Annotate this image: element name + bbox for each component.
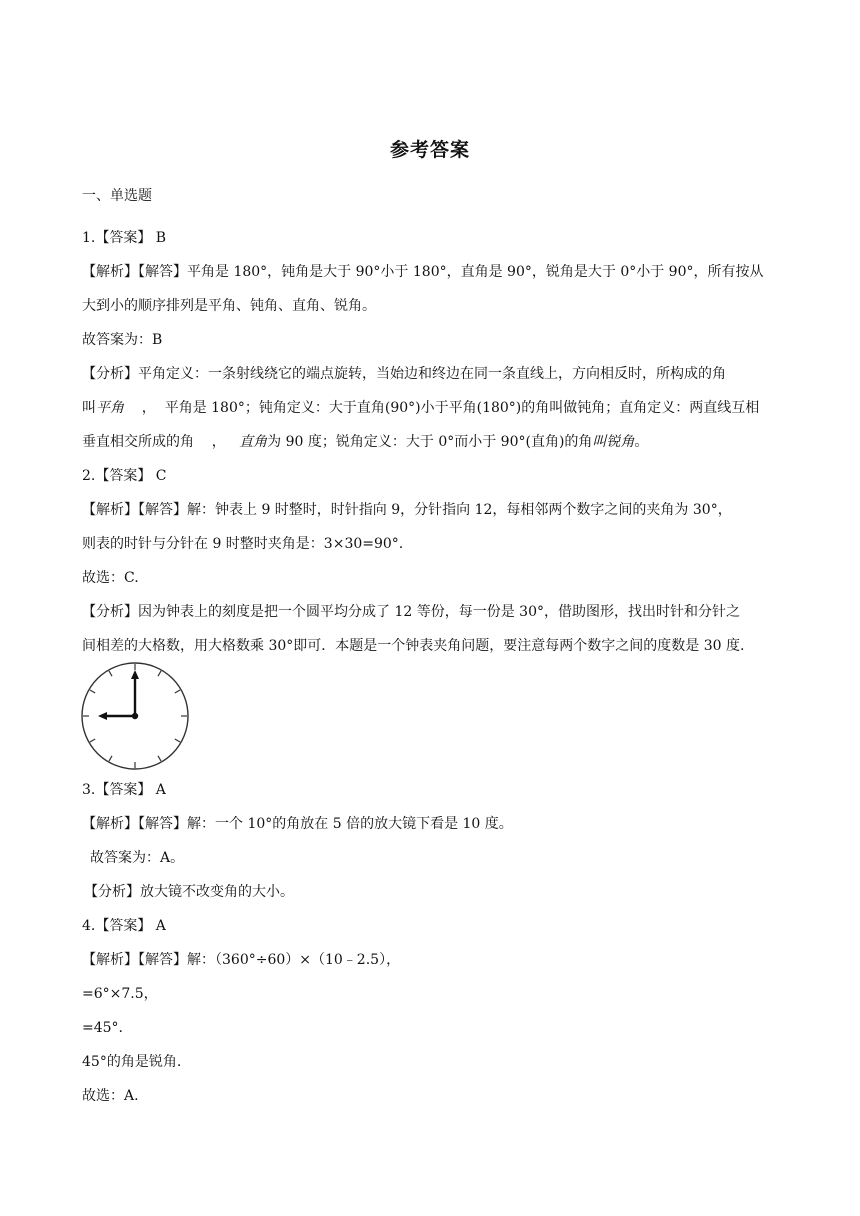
q4-step3: 45°的角是锐角.	[82, 1054, 182, 1070]
q2-analysis-line2: 则表的时针与分针在 9 时整时夹角是：3×30=90°.	[82, 536, 404, 552]
q4-step1: =6°×7.5，	[82, 986, 158, 1002]
q1-note-line3-a: 垂直相交所成的角 ，	[82, 434, 240, 450]
q3-analysis: 【解析】【解答】解：一个 10°的角放在 5 倍的放大镜下看是 10 度。	[82, 816, 513, 832]
q1-term-acute-angle: 叫锐角	[592, 434, 635, 450]
q4-analysis: 【解析】【解答】解：（360°÷60）×（10﹣2.5），	[82, 952, 401, 968]
q1-analysis-line1: 【解析】【解答】平角是 180°，钝角是大于 90°小于 180°，直角是 90°，锐角是大于 0°小于 90°，所有按从	[82, 264, 764, 280]
q2-note-line1: 【分析】因为钟表上的刻度是把一个圆平均分成了 12 等份，每一份是 30°，借助图形，找出时针和分针之	[82, 604, 740, 620]
q1-conclusion: 故答案为：B	[82, 332, 163, 348]
q1-term-right-angle: 直角	[239, 434, 268, 450]
q3-note: 【分析】放大镜不改变角的大小。	[84, 884, 294, 900]
q3-answer: 3.【答案】 A	[82, 782, 166, 798]
page-title: 参考答案	[389, 139, 470, 161]
q1-note-line3	[82, 432, 648, 452]
section-heading: 一、单选题	[82, 188, 152, 204]
q1-note-line2-a: 叫	[82, 400, 96, 416]
q2-note-line2: 间相差的大格数，用大格数乘 30°即可．本题是一个钟表夹角问题，要注意每两个数字之间的度数是 30 度.	[82, 638, 745, 654]
q1-note-line2	[82, 398, 759, 418]
q1-term-flat-angle: 平角	[96, 400, 124, 416]
q1-answer: 1.【答案】 B	[82, 230, 167, 246]
q1-note-line1: 【分析】平角定义：一条射线绕它的端点旋转，当始边和终边在同一条直线上，方向相反时，所构成的角	[82, 366, 726, 382]
q4-conclusion: 故选：A.	[82, 1088, 139, 1104]
clock-figure	[80, 662, 194, 770]
clock-center	[132, 713, 138, 719]
q3-conclusion: 故答案为：A。	[90, 850, 185, 866]
q4-answer: 4.【答案】 A	[82, 918, 166, 934]
q2-conclusion: 故选：C.	[82, 570, 139, 586]
q4-step2: =45°.	[82, 1020, 123, 1036]
q2-answer: 2.【答案】 C	[82, 468, 167, 484]
q1-analysis-line2: 大到小的顺序排列是平角、钝角、直角、锐角。	[82, 298, 376, 314]
q1-note-line3-b: 为 90 度；锐角定义：大于 0°而小于 90°(直角)的角	[267, 434, 593, 450]
q1-note-line3-c: 。	[634, 434, 649, 450]
q1-note-line2-b: ， 平角是 180°；钝角定义：大于直角(90°)小于平角(180°)的角叫做钝角；直角定义：两直线互相	[124, 400, 760, 416]
q2-analysis-line1: 【解析】【解答】解：钟表上 9 时整时，时针指向 9，分针指向 12，每相邻两个数字之间的夹角为 30°，	[82, 502, 732, 518]
